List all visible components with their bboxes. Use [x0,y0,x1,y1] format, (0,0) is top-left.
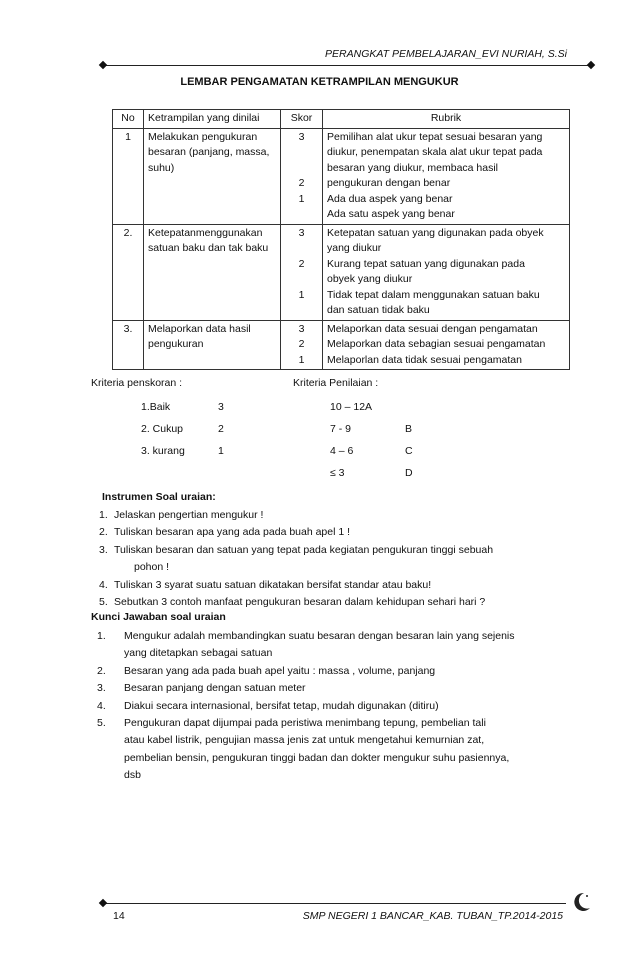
footer-rule [103,903,566,904]
rubric-line: Kurang tepat satuan yang digunakan pada [327,257,525,270]
kriteria-range: 4 – 6 [330,445,354,457]
page-number: 14 [113,910,125,922]
list-item-number: 4. [97,699,106,712]
rubric-line: Pemilihan alat ukur tepat sesuai besaran yang [327,130,543,143]
row-number: 2. [113,224,144,320]
list-item-number [97,645,124,662]
score-cell [281,128,323,224]
rubric-line: Ketepatan satuan yang digunakan pada obyek [327,226,544,239]
footer-rule-left-dot [99,899,107,907]
table-row [113,128,570,224]
list-item-number: 5. [97,717,106,730]
list-item-text: Tuliskan 3 syarat suatu satuan dikatakan bersifat standar atau baku! [114,578,432,591]
rubric-line: yang diukur [327,242,382,254]
kriteria-grade: C [405,445,413,457]
header-rule [103,65,591,66]
score-cell [281,224,323,320]
list-item-number: 4. [99,578,108,591]
rubric-line: Melaporkan data sebagian sesuai pengamatan [327,338,546,350]
row-number: 3. [113,320,144,370]
score-value: 3 [298,130,305,143]
kunci-list [97,628,567,785]
score-value [285,161,318,177]
kriteria-grade: B [405,423,413,435]
score-value: 3 [298,226,305,239]
table-row [113,320,570,370]
kriteria-score: 3 [218,401,224,413]
list-item-text: Pengukuran dapat dijumpai pada peristiwa menimbang tepung, pembelian tali [124,717,486,730]
score-value: 3 [298,322,305,335]
score-value [285,207,318,223]
kriteria-range: 7 - 9 [330,423,352,435]
list-item-text: pembelian bensin, pengukuran tinggi badan dan dokter mengukur suhu pasiennya, [124,751,510,764]
crescent-logo-icon [569,890,593,914]
kriteria-label: 2. Cukup [141,423,184,435]
kriteria-penilaian-label: Kriteria Penilaian : [293,377,379,389]
score-value: 2 [298,177,305,189]
score-value: 2 [298,257,305,270]
list-item-number [97,750,124,767]
list-item [97,750,567,767]
list-item-number: 1. [99,509,108,521]
header-rule-left-dot [99,61,107,69]
score-value [285,272,318,288]
header-rule-right-dot [587,61,595,69]
instrumen-title: Instrumen Soal uraian: [102,491,216,503]
rubric-line: diukur, penempatan skala alat ukur tepat pada [327,146,543,158]
list-item-text: Tuliskan besaran dan satuan yang tepat pada kegiatan pengukuran tinggi sebuah [114,543,494,556]
rubric-line: Tidak tepat dalam menggunakan satuan baku [327,288,540,301]
rubric-line: Melaporkan data sesuai dengan pengamatan [327,322,538,335]
list-item-number: 2. [97,664,106,677]
list-item-text: Jelaskan pengertian mengukur ! [114,509,264,521]
rubric-line: besaran yang diukur, membaca hasil [327,161,499,174]
list-item [99,507,569,524]
list-item-number [97,732,124,749]
list-item-text: Besaran yang ada pada buah apel yaitu : massa , volume, panjang [124,664,436,677]
skill-cell: Ketepatanmenggunakan satuan baku dan tak baku [144,224,281,320]
table-row [113,224,570,320]
list-item [97,645,567,662]
list-item-number: 3. [97,682,106,695]
score-value: 1 [298,192,305,205]
list-item-text: Tuliskan besaran apa yang ada pada buah apel 1 ! [114,526,351,539]
document-title: LEMBAR PENGAMATAN KETRAMPILAN MENGUKUR [180,76,459,88]
rubric-line: Ada satu aspek yang benar [327,208,455,220]
score-cell [281,320,323,370]
list-item-text: Sebutkan 3 contoh manfaat pengukuran besaran dalam kehidupan sehari hari ? [114,596,486,609]
list-item [97,680,567,697]
kriteria-grade: D [405,467,413,479]
page-header-text: PERANGKAT PEMBELAJARAN_EVI NURIAH, S.Si [325,48,567,60]
rubric-cell [323,224,570,320]
kriteria-range: 10 – 12A [330,401,373,413]
rubric-line: Ada dua aspek yang benar [327,192,453,205]
list-item [97,732,567,749]
rubric-line: Melaporlan data tidak sesuai pengamatan [327,353,522,366]
col-header-score: Skor [281,110,323,129]
list-item-number: 2. [99,526,108,539]
list-item-number [97,767,124,784]
rubric-cell [323,320,570,370]
kriteria-score: 2 [218,423,224,435]
table-header-row [113,110,570,129]
list-item [97,715,567,732]
list-item-text: Besaran panjang dengan satuan meter [124,682,306,695]
list-item-text: Diakui secara internasional, bersifat tetap, mudah digunakan (ditiru) [124,699,439,712]
kunci-title: Kunci Jawaban soal uraian [91,611,226,623]
list-item-text: dsb [124,769,141,782]
col-header-rubric: Rubrik [323,110,570,129]
list-item [99,524,569,541]
score-value: 1 [298,353,305,366]
list-item-number: 1. [97,630,106,642]
kriteria-penskoran-label: Kriteria penskoran : [91,377,183,389]
row-number: 1 [113,128,144,224]
rubric-line: dan satuan tidak baku [327,304,430,316]
kriteria-score: 1 [218,445,224,457]
score-value [285,241,318,257]
kriteria-label: 3. kurang [141,445,185,457]
list-item-number: 3. [99,543,108,556]
list-item [97,663,567,680]
col-header-no: No [113,110,144,129]
col-header-skill: Ketrampilan yang dinilai [144,110,281,129]
score-value [285,303,318,319]
skill-cell: Melakukan pengukuran besaran (panjang, massa, suhu) [144,128,281,224]
instrumen-list [99,507,569,611]
rubric-line: obyek yang diukur [327,273,413,285]
kriteria-range: ≤ 3 [330,467,345,479]
kriteria-label: 1.Baik [141,401,171,413]
score-value: 1 [298,288,305,301]
list-item [99,542,569,559]
list-item-number [99,559,114,576]
skill-cell: Melaporkan data hasil pengukuran [144,320,281,370]
rubric-line: pengukuran dengan benar [327,177,451,189]
list-item [99,559,569,576]
list-item [97,698,567,715]
list-item [97,628,567,645]
list-item [99,577,569,594]
footer-text: SMP NEGERI 1 BANCAR_KAB. TUBAN_TP.2014-2015 [302,910,563,922]
list-item-text: yang ditetapkan sebagai satuan [124,647,273,660]
score-value: 2 [298,338,305,350]
list-item-number: 5. [99,596,108,609]
list-item-text: Mengukur adalah membandingkan suatu besaran dengan besaran lain yang sejenis [124,630,515,642]
rubric-cell [323,128,570,224]
list-item-text: pohon ! [134,561,170,574]
list-item [97,767,567,784]
list-item-text: atau kabel listrik, pengujian massa jenis zat untuk mengetahui kemurnian zat, [124,734,485,747]
score-value [285,145,318,161]
list-item [99,594,569,611]
rubric-table [112,109,570,370]
